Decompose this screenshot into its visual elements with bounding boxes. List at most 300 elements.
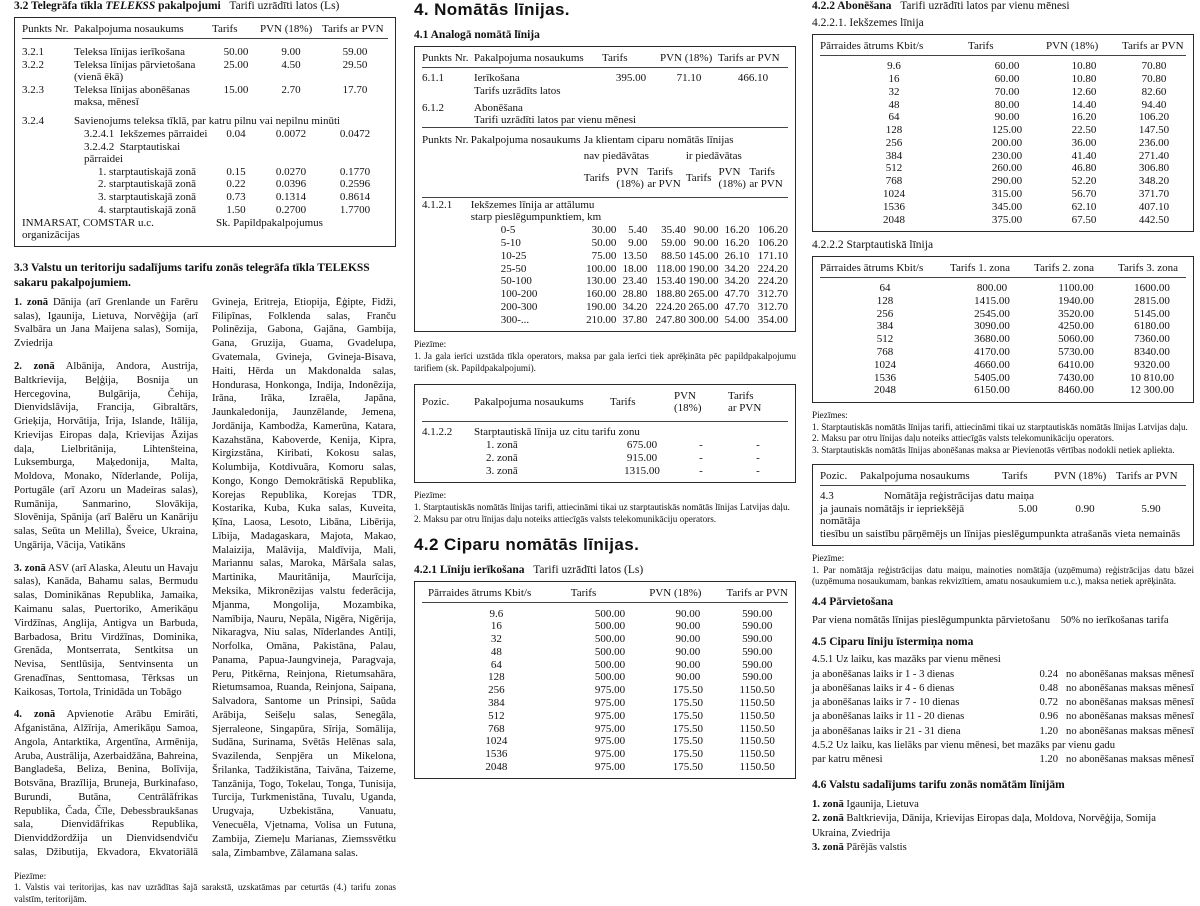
cell-pvn: 67.50 — [1071, 213, 1097, 226]
zone-body-3: Pārējās valstis — [843, 841, 907, 853]
cell-tarifs: 0.15 — [226, 165, 246, 178]
cell-total: 147.50 — [1138, 124, 1170, 137]
table-row — [422, 288, 788, 301]
cell-pvn: - — [699, 464, 703, 477]
cell-total: - — [756, 439, 760, 452]
cell-tarifs: 1.50 — [226, 203, 246, 216]
table-row — [820, 384, 1186, 397]
table-4-2-1-grid — [422, 586, 788, 773]
cell-line-2: ja jaunais nomātājs ir iepriekšējā nomātāja — [820, 502, 965, 527]
cell-nr: 6.1.2 — [422, 101, 444, 114]
cell-total: 590.00 — [742, 620, 773, 633]
cell-total: 590.00 — [742, 633, 773, 646]
cell-z2: 6410.00 — [1058, 358, 1094, 371]
zone-line-3 — [812, 841, 1194, 855]
cell-t2: 190.00 — [688, 275, 719, 288]
cell-tarifs: 290.00 — [991, 175, 1023, 188]
cell-section-title: Iekšzemes līnija ar attālumu — [470, 198, 595, 211]
section-4-5-table — [812, 668, 1194, 739]
sub-header-row-2 — [422, 149, 788, 165]
table-row — [422, 72, 788, 85]
cell-total: 407.10 — [1138, 200, 1170, 213]
th-pvn: PVN (18%) — [660, 51, 718, 68]
cell-pvn: - — [699, 451, 703, 464]
cell-tarifs: 260.00 — [991, 162, 1023, 175]
cell-tarifs: 0.04 — [226, 128, 246, 141]
cell-z3: 12 300.00 — [1130, 384, 1174, 397]
cell-z2: 1940.00 — [1058, 294, 1094, 307]
th-pvn: PVN (18%) — [1054, 469, 1116, 486]
cell-total: 1150.50 — [739, 696, 775, 709]
cell-range: 50-100 — [500, 275, 532, 288]
cell-pvn: 10.80 — [1071, 60, 1097, 73]
section-4-2-2-2-heading: 4.2.2.2 Starptautiskā līnija — [812, 238, 934, 251]
zone-label-4: 4. zonā — [14, 709, 56, 721]
cell-unit: no abonēšanas maksas mēnesī — [1066, 754, 1194, 766]
section-3-3-heading — [14, 261, 396, 290]
cell-unit: no abonēšanas maksas mēnesī — [1066, 668, 1194, 680]
section-4-2-1-heading — [414, 564, 796, 576]
distance-section-title-row — [422, 198, 788, 211]
cell-total: 590.00 — [742, 658, 773, 671]
note-4-3 — [812, 553, 1194, 588]
cell-value: 1.20 — [1039, 754, 1059, 766]
note-4-2-2-2 — [812, 410, 1194, 457]
zone-body-1: Dānija (arī Grenlande un Farēru salas), Igaunija, Lietuva, Norvēģija (arī Svalbāra un Jana Maijena salas), Somija, Zviedrija — [14, 296, 198, 350]
cell-pvn: 12.60 — [1071, 85, 1097, 98]
cell-z2: 1100.00 — [1058, 282, 1094, 295]
cell-tarifs: 70.00 — [994, 85, 1020, 98]
table-row — [820, 85, 1186, 98]
table-row — [820, 527, 1186, 540]
table-row — [22, 128, 388, 141]
cell-tarifs: 50.00 — [223, 46, 249, 59]
zone-line-1 — [812, 798, 1194, 812]
cell-tarifs: 15.00 — [223, 83, 249, 96]
cell-z2: 7430.00 — [1058, 371, 1094, 384]
cell-z3: 5145.00 — [1134, 307, 1170, 320]
section-4-2-2-note: Tarifi uzrādīti latos par vienu mēnesi — [900, 0, 1070, 12]
cell-t1: 130.00 — [586, 275, 617, 288]
cell-t2: 265.00 — [688, 300, 719, 313]
cell-t1: 75.00 — [591, 249, 617, 262]
th-group-a: nav piedāvātas — [583, 150, 649, 163]
cell-p1: 9.00 — [628, 236, 648, 249]
cell-t1: 210.00 — [586, 313, 617, 326]
table-row — [422, 658, 788, 671]
note-label: Piezīme: — [812, 552, 845, 563]
cell-range: 25-50 — [500, 262, 527, 275]
cell-total: - — [756, 451, 760, 464]
cell-tarifs: 315.00 — [991, 187, 1023, 200]
cell-tarifs: 5.00 — [1018, 502, 1038, 515]
note-body-2: 2. Maksu par otru līnijas daļu noteiks attiecīgās valsts telekomunikāciju operators. — [414, 513, 717, 524]
table-4-3 — [812, 464, 1194, 546]
note-body-2: 2. Maksu par otru līnijas daļu noteiks attiecīgās valsts telekomunikāciju operators. — [812, 433, 1115, 444]
section-3-2-heading — [14, 0, 396, 12]
th-nosaukums: Pakalpojuma nosaukums — [474, 396, 584, 409]
th-zone-2: Tarifs 2. zona — [1034, 261, 1118, 278]
cell-tv1: 59.00 — [661, 236, 686, 249]
th-total-a: Tarifs ar PVN — [647, 166, 681, 191]
note-label: Piezīme: — [414, 490, 447, 501]
th-speed: Pārraides ātrums Kbit/s — [820, 39, 968, 56]
cell-total: 1150.50 — [739, 735, 775, 748]
table-header-row — [422, 586, 788, 603]
cell-pvn: 22.50 — [1071, 124, 1097, 137]
table-row — [422, 237, 788, 250]
table-row — [820, 73, 1186, 86]
cell-z3: 8340.00 — [1134, 346, 1170, 359]
cell-tarifs: 80.00 — [994, 98, 1020, 111]
cell-speed: 768 — [876, 346, 894, 359]
cell-pvn: 0.1314 — [275, 191, 307, 204]
cell-z3: 6180.00 — [1134, 320, 1170, 333]
section-4-2-title: 4.2 Ciparu nomātās līnijas. — [414, 535, 640, 555]
cell-speed: 1024 — [883, 187, 905, 200]
cell-speed: 256 — [488, 684, 505, 697]
table-3-2-header-row — [22, 22, 388, 39]
cell-tv1: 247.80 — [655, 313, 686, 326]
th-total: Tarifs ar PVN — [1122, 39, 1186, 56]
cell-zone: 2. zonā — [486, 451, 518, 464]
table-row — [422, 249, 788, 262]
cell-nr: 3.2.3 — [22, 83, 44, 96]
table-row — [22, 140, 388, 165]
cell-pvn: 175.50 — [672, 709, 703, 722]
table-row — [422, 313, 788, 326]
cell-speed: 2048 — [874, 384, 896, 397]
cell-tarifs: 915.00 — [626, 451, 658, 464]
table-row — [820, 136, 1186, 149]
cell-group-title: Savienojums teleksa tīklā, par katru pilnu vai nepilnu minūti — [74, 115, 341, 128]
cell-tarifs: 90.00 — [994, 111, 1020, 124]
cell-tarifs: 60.00 — [994, 60, 1020, 73]
cell-sub-label: 3. starptautiskajā zonā — [98, 191, 197, 204]
cell-tarifs: 500.00 — [594, 607, 626, 620]
table-footer-row — [22, 216, 388, 241]
section-4-5-sub-1: 4.5.1 Uz laiku, kas mazāks par vienu mēnesi — [812, 654, 1001, 666]
th-group-title: Ja klientam ciparu nomātās līnijas — [583, 134, 734, 147]
cell-z1: 4170.00 — [974, 346, 1010, 359]
cell-z3: 7360.00 — [1134, 333, 1170, 346]
note-4-1-2-2 — [414, 490, 796, 525]
zone-body-1: Igaunija, Lietuva — [843, 799, 919, 811]
cell-t1: 30.00 — [591, 224, 617, 237]
th-total: Tarifs ar PVN — [1116, 469, 1186, 486]
cell-range: 10-25 — [500, 249, 527, 262]
section-4-4-text: Par viena nomātās līnijas pieslēgumpunkta pārvietošanu — [812, 614, 1051, 626]
cell-total: 0.0472 — [339, 128, 371, 141]
table-header-row — [422, 389, 788, 417]
cell-nr: 3.2.2 — [22, 58, 44, 71]
list-item — [812, 682, 1194, 696]
zone-label-3: 3. zonā — [812, 841, 844, 853]
cell-total: 70.80 — [1141, 60, 1167, 73]
cell-tarifs: 345.00 — [991, 200, 1023, 213]
cell-line-1: Nomātāja reģistrācijas datu maiņa — [884, 489, 1034, 502]
cell-nr: 6.1.1 — [422, 72, 444, 85]
table-row — [22, 59, 388, 84]
cell-p2: 47.70 — [724, 300, 750, 313]
th-tarifs: Tarifs — [571, 586, 649, 603]
cell-speed: 32 — [490, 633, 502, 646]
th-tarifs-ar-pvn: Tarifs ar PVN — [718, 51, 788, 68]
cell-p2: 16.20 — [724, 224, 750, 237]
th-total: Tarifs ar PVN — [728, 390, 762, 415]
cell-pvn: 0.0072 — [275, 128, 307, 141]
cell-label: ja abonēšanas laiks ir 1 - 3 dienas — [812, 668, 955, 680]
cell-label: ja abonēšanas laiks ir 7 - 10 dienas — [812, 697, 960, 709]
cell-pvn: 14.40 — [1071, 98, 1097, 111]
cell-total: 17.70 — [342, 83, 368, 96]
cell-speed: 512 — [876, 333, 894, 346]
cell-speed: 48 — [888, 98, 900, 111]
list-item — [812, 753, 1194, 767]
cell-value: 0.72 — [1039, 697, 1059, 709]
cell-pvn: 175.50 — [672, 760, 703, 773]
cell-title: Starptautiskā līnija uz citu tarifu zonu — [474, 426, 640, 439]
cell-range: 300-... — [500, 313, 530, 326]
cell-t2: 300.00 — [688, 313, 719, 326]
cell-total: 1.7700 — [339, 203, 371, 216]
table-4-2-1 — [414, 581, 796, 779]
section-4-title: 4. Nomātās līnijas. — [414, 0, 570, 19]
cell-total: 82.60 — [1141, 85, 1167, 98]
table-row — [820, 295, 1186, 308]
table-row — [422, 620, 788, 633]
cell-total: 271.40 — [1138, 149, 1170, 162]
cell-t1: 190.00 — [586, 300, 617, 313]
cell-z3: 10 810.00 — [1130, 371, 1174, 384]
cell-sub-label: Starptautiskai pārraidei — [84, 140, 181, 165]
section-4-4-body — [812, 614, 1194, 628]
cell-t2: 90.00 — [693, 224, 719, 237]
cell-sub-nr: 3.2.4.1 — [84, 128, 115, 141]
cell-speed: 16 — [888, 72, 900, 85]
cell-tv1: 35.40 — [661, 224, 686, 237]
table-row — [422, 697, 788, 710]
cell-tarifs: 500.00 — [594, 671, 626, 684]
th-pozic: Pozic. — [422, 396, 450, 409]
table-row — [422, 722, 788, 735]
cell-unit: no abonēšanas maksas mēnesī — [1066, 697, 1194, 709]
cell-tarifs: 60.00 — [994, 72, 1020, 85]
cell-name: Teleksa līnijas pārvietošana (vienā ēkā) — [74, 58, 196, 83]
section-4-4-value: 50% no ierīkošanas tarifa — [1060, 614, 1169, 626]
cell-zone: 3. zonā — [486, 464, 518, 477]
cell-z1: 4660.00 — [974, 358, 1010, 371]
cell-speed: 64 — [879, 282, 891, 295]
cell-total: 0.2596 — [339, 178, 371, 191]
th-tarifs-ar-pvn: Tarifs ar PVN — [322, 22, 388, 39]
section-4-2-1-title: 4.2.1 Līniju ierīkošana — [414, 564, 525, 577]
cell-pvn: 71.10 — [676, 72, 702, 85]
table-row — [820, 307, 1186, 320]
zone-body-3: ASV (arī Alaska, Aleutu un Havaju salas), Kanāda, Bahamu salas, Bermudu salas, Dominikānas Republika, Jamaika, Kaimanu salas, Puertoriko, Amerikāņu Virdžīnas, Anglija, Antigva un Barbuda, Barbadosa, Britu Virdžīnas, Dominika, Grenāda, Montserrata, Sentkitsa un Nevisa, Sentlūsija, Sentvinsenta un Grenadīnas, Senttomasa, Tērksas un Kaikosas, Tortola, Trinidāda un Tobāgo — [14, 562, 198, 698]
section-4-2-2-1-heading: 4.2.2.1. Iekšzemes līnija — [812, 17, 924, 29]
cell-tarifs: 25.00 — [223, 58, 249, 71]
note-label: Piezīme: — [14, 870, 47, 881]
section-4-5-heading: 4.5 Ciparu līniju īstermiņa noma — [812, 635, 974, 648]
cell-tarifs: 975.00 — [594, 748, 626, 761]
table-row — [422, 684, 788, 697]
cell-t1: 160.00 — [586, 288, 617, 301]
cell-z1: 3680.00 — [974, 333, 1010, 346]
cell-speed: 384 — [488, 696, 505, 709]
cell-tarifs: 375.00 — [991, 213, 1023, 226]
column-middle — [414, 0, 796, 773]
cell-pvn: 0.2700 — [275, 203, 307, 216]
th-punkts: Punkts Nr. — [22, 22, 74, 39]
cell-tv1: 188.80 — [655, 288, 686, 301]
note-body-3: 3. Starptautiskās nomātās līnijas abonēšanas maksa ar Pievienotās vērtības nodokli netiek apliekta. — [812, 445, 1175, 456]
th-pvn-b: PVN (18%) — [718, 166, 746, 191]
cell-range: 0-5 — [500, 224, 516, 237]
cell-total: 5.90 — [1141, 502, 1161, 515]
cell-total: 1150.50 — [739, 684, 775, 697]
table-row — [820, 188, 1186, 201]
table-row — [422, 301, 788, 314]
cell-speed: 1536 — [485, 748, 508, 761]
list-item — [812, 725, 1194, 739]
cell-pvn: 0.0270 — [275, 165, 307, 178]
table-4-2-2-1-grid — [820, 39, 1186, 226]
table-row — [422, 735, 788, 748]
table-header-row — [820, 261, 1186, 278]
cell-pvn: 62.10 — [1071, 200, 1097, 213]
cell-p1: 5.40 — [628, 224, 648, 237]
cell-z1: 5405.00 — [974, 371, 1010, 384]
cell-tarifs: 395.00 — [615, 72, 647, 85]
section-4-6-heading: 4.6 Valstu sadalījums tarifu zonās nomātām līnijām — [812, 778, 1065, 791]
cell-t2: 90.00 — [693, 236, 719, 249]
cell-sub-label: 1. starptautiskajā zonā — [98, 165, 197, 178]
section-3-2-title-a: 3.2 Telegrāfa tīkla — [14, 0, 106, 12]
spacer — [422, 127, 788, 131]
cell-pvn: 175.50 — [672, 735, 703, 748]
th-tarifs-b: Tarifs — [685, 172, 712, 185]
cell-speed: 1024 — [485, 735, 508, 748]
table-row — [22, 191, 388, 204]
cell-tv2: 106.20 — [757, 236, 788, 249]
table-header-row — [820, 469, 1186, 486]
sub-header-row-3 — [422, 165, 788, 193]
cell-tv2: 171.10 — [757, 249, 788, 262]
cell-nr: 3.2.1 — [22, 46, 44, 59]
column-right — [812, 0, 1194, 853]
th-pvn: PVN (18%) — [674, 390, 702, 415]
section-3-2-title-b: pakalpojumi — [155, 0, 221, 12]
table-row — [422, 464, 788, 477]
cell-pvn: 175.50 — [672, 684, 703, 697]
table-row — [820, 490, 1186, 503]
cell-name: Teleksa līnijas abonēšanas maksa, mēnesī — [74, 83, 190, 108]
cell-pvn: 46.80 — [1071, 162, 1097, 175]
cell-tarifs: 975.00 — [594, 735, 626, 748]
table-row — [422, 748, 788, 761]
list-item — [812, 710, 1194, 724]
cell-speed: 2048 — [883, 213, 905, 226]
cell-z3: 1600.00 — [1134, 282, 1170, 295]
section-4-2-2-title: 4.2.2 Abonēšana — [812, 0, 892, 12]
table-title-row — [422, 426, 788, 439]
section-3-2-note: Tarifi uzrādīti latos (Ls) — [229, 0, 340, 12]
table-row — [820, 333, 1186, 346]
cell-speed: 512 — [885, 162, 903, 175]
cell-tv2: 312.70 — [757, 300, 788, 313]
cell-total: 590.00 — [742, 607, 773, 620]
cell-z3: 9320.00 — [1134, 358, 1170, 371]
cell-name: Teleksa līnijas ierīkošana — [74, 46, 186, 59]
table-row — [820, 358, 1186, 371]
table-row — [22, 83, 388, 108]
cell-total: 348.20 — [1138, 175, 1170, 188]
cell-tv2: 224.20 — [757, 262, 788, 275]
cell-speed: 1536 — [874, 371, 896, 384]
cell-section-title2: starp pieslēgumpunktiem, km — [470, 211, 602, 224]
cell-pvn: 2.70 — [281, 83, 301, 96]
table-row — [422, 671, 788, 684]
table-row — [422, 275, 788, 288]
table-3-2 — [14, 17, 396, 247]
cell-z1: 3090.00 — [974, 320, 1010, 333]
cell-pvn: 90.00 — [675, 645, 701, 658]
cell-pvn: 90.00 — [675, 607, 701, 620]
table-row — [820, 175, 1186, 188]
cell-speed: 768 — [488, 722, 505, 735]
table-row — [422, 101, 788, 114]
section-4-4-heading: 4.4 Pārvietošana — [812, 596, 894, 609]
th-speed: Pārraides ātrums Kbit/s — [820, 261, 950, 278]
cell-total: 106.20 — [1138, 111, 1170, 124]
cell-p2: 26.10 — [724, 249, 750, 262]
table-row — [820, 111, 1186, 124]
table-4-2-2-1 — [812, 34, 1194, 232]
section-3-3-title: 3.3 Valstu un teritoriju sadalījums tarifu zonās telegrāfa tīkla TELEKSS sakaru pakalpojumiem. — [14, 262, 370, 289]
cell-total: 70.80 — [1141, 72, 1167, 85]
cell-tarifs: 975.00 — [594, 760, 626, 773]
section-4-1-heading: 4.1 Analogā nomātā līnija — [414, 29, 540, 41]
cell-pvn: 9.00 — [281, 46, 301, 59]
cell-pvn: 90.00 — [675, 633, 701, 646]
table-header-row — [820, 39, 1186, 56]
section-4-5-list — [812, 653, 1194, 767]
cell-value: 1.20 — [1039, 725, 1059, 737]
cell-tarifs: 500.00 — [594, 633, 626, 646]
column-left — [14, 0, 396, 905]
cell-nr: 4.3 — [820, 489, 834, 502]
zones-text-block — [14, 296, 396, 865]
cell-p1: 37.80 — [622, 313, 648, 326]
section-4-5-table-2 — [812, 753, 1194, 767]
table-row — [820, 200, 1186, 213]
cell-pvn: 36.00 — [1071, 136, 1097, 149]
cell-total: 466.10 — [737, 72, 769, 85]
th-total: Tarifs ar PVN — [726, 586, 788, 603]
cell-pvn: 10.80 — [1071, 72, 1097, 85]
cell-tv1: 88.50 — [661, 249, 686, 262]
table-4-1-sub-header — [422, 133, 788, 326]
cell-sub-label: Iekšzemes pārraidei — [119, 128, 208, 141]
th-zone-1: Tarifs 1. zona — [950, 261, 1034, 278]
table-4-3-grid — [820, 469, 1186, 540]
note-4-1 — [414, 339, 796, 374]
table-4-2-2-2-grid — [820, 261, 1186, 397]
cell-tarifs: 975.00 — [594, 722, 626, 735]
cell-range: 100-200 — [500, 288, 538, 301]
zone-paragraph-1 — [14, 296, 198, 351]
